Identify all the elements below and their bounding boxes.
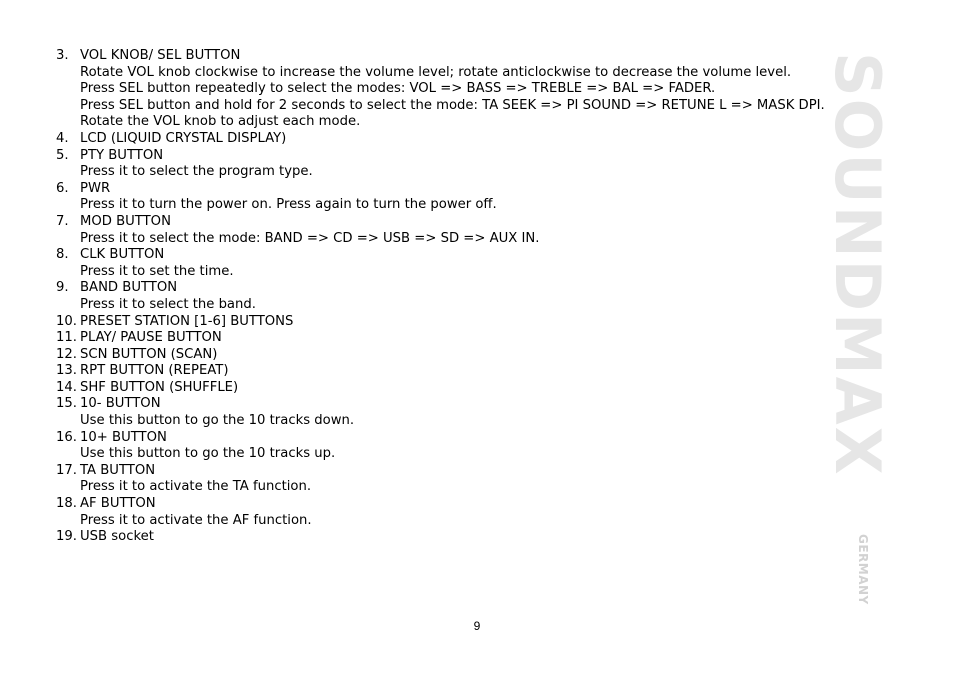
list-item [56,363,846,380]
item-number: 19. [56,529,77,545]
list-item [56,430,846,463]
item-number: 16. [56,429,77,445]
item-number: 9. [56,280,69,296]
item-description: Rotate the VOL knob to adjust each mode. [80,114,361,130]
item-title: PRESET STATION [1-6] BUTTONS [80,313,294,329]
item-title: USB socket [80,529,154,545]
item-number: 18. [56,496,77,512]
item-description: Press it to select the program type. [80,164,313,180]
item-number: 3. [56,48,69,63]
list-item [56,463,846,496]
item-title: SHF BUTTON (SHUFFLE) [80,379,239,395]
item-description: Use this button to go the 10 tracks down. [80,413,355,429]
item-number: 17. [56,462,77,478]
list-item [56,148,846,181]
brand-country-text: GERMANY [856,534,870,605]
list-item [56,529,846,546]
list-item [56,496,846,529]
item-title: MOD BUTTON [80,213,171,229]
item-title: PTY BUTTON [80,147,164,163]
item-title: PLAY/ PAUSE BUTTON [80,330,222,346]
item-title: PWR [80,180,111,196]
item-description: Press it to activate the TA function. [80,479,312,495]
item-description: Press it to set the time. [80,263,234,279]
item-number: 6. [56,180,69,196]
item-title: TA BUTTON [80,462,156,478]
list-item [56,396,846,429]
item-description: Press it to turn the power on. Press again to turn the power off. [80,197,497,213]
item-description: Press it to activate the AF function. [80,512,312,528]
item-title: BAND BUTTON [80,280,178,296]
list-item [56,347,846,364]
item-number: 7. [56,213,69,229]
item-number: 15. [56,396,77,412]
list-item [56,214,846,247]
list-item [56,380,846,397]
list-item [56,280,846,313]
list-item [56,48,846,131]
item-number: 8. [56,247,69,263]
item-title: 10+ BUTTON [80,429,167,445]
item-description: Rotate VOL knob clockwise to increase the volume level; rotate anticlockwise to decrease the volume level. [80,64,792,80]
item-number: 13. [56,363,77,379]
item-description: Press SEL button and hold for 2 seconds to select the mode: TA SEEK => PI SOUND => RETUNE L => MASK DPI. [80,97,825,113]
item-number: 12. [56,346,77,362]
list-item [56,247,846,280]
list-item [56,314,846,331]
item-number: 11. [56,330,77,346]
item-title: SCN BUTTON (SCAN) [80,346,218,362]
brand-logo-text: SOUNDMAX [821,52,894,477]
item-title: LCD (LIQUID CRYSTAL DISPLAY) [80,130,287,146]
item-title: 10- BUTTON [80,396,161,412]
item-title: RPT BUTTON (REPEAT) [80,363,229,379]
item-title: AF BUTTON [80,496,156,512]
item-description: Press SEL button repeatedly to select the modes: VOL => BASS => TREBLE => BAL => FADER. [80,81,716,97]
item-title: CLK BUTTON [80,247,165,263]
item-description: Use this button to go the 10 tracks up. [80,446,336,462]
item-description: Press it to select the band. [80,296,256,312]
item-number: 14. [56,379,77,395]
list-item [56,181,846,214]
page-number: 9 [473,619,481,633]
item-title: VOL KNOB/ SEL BUTTON [80,48,241,63]
item-number: 4. [56,130,69,146]
item-number: 5. [56,147,69,163]
feature-list [56,48,846,546]
item-number: 10. [56,313,77,329]
list-item [56,330,846,347]
list-item [56,131,846,148]
item-description: Press it to select the mode: BAND => CD => USB => SD => AUX IN. [80,230,540,246]
